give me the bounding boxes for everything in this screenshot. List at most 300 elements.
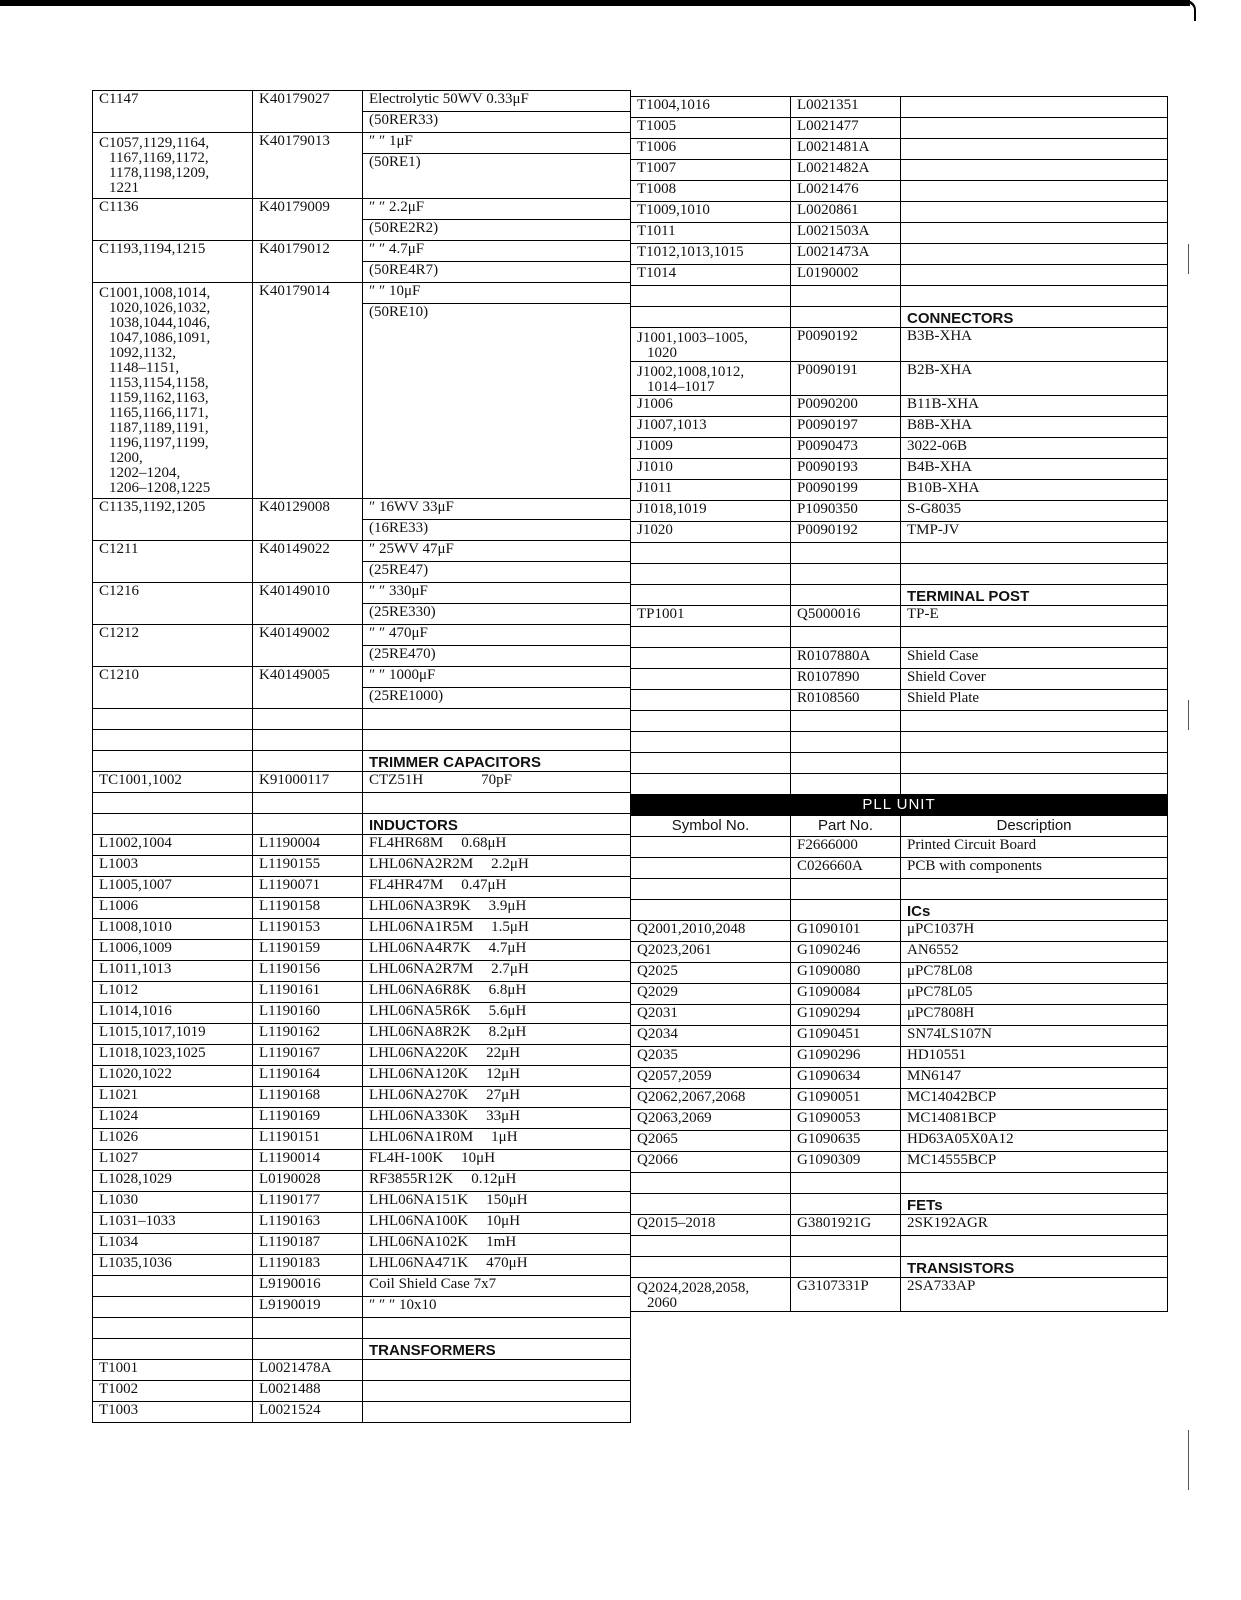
value-text: 6.8μH	[488, 982, 527, 998]
part-cell	[791, 774, 901, 795]
section-fets	[631, 1194, 1168, 1215]
desc-cell: B8B-XHA	[901, 417, 1168, 438]
desc-cell	[901, 543, 1168, 564]
part-cell	[791, 543, 901, 564]
part-cell: G1090053	[791, 1110, 901, 1131]
margin-mark	[1188, 244, 1189, 274]
part-cell: K40179014	[253, 283, 363, 499]
code-cell: (50RE1)	[363, 154, 631, 199]
part-cell	[253, 814, 363, 835]
desc-cell: ″ ″ ″ 10x10	[363, 1297, 631, 1318]
symbol-cell	[93, 709, 253, 730]
part-cell: L1190183	[253, 1255, 363, 1276]
section-transistors	[631, 1257, 1168, 1278]
symbol-cell: TP1001	[631, 606, 791, 627]
desc-cell	[901, 160, 1168, 181]
blank-row	[631, 286, 1168, 307]
desc-cell: MC14555BCP	[901, 1152, 1168, 1173]
symbol-cell	[93, 751, 253, 772]
part-cell	[791, 879, 901, 900]
part-cell: L1190156	[253, 961, 363, 982]
desc-cell: ″ ″ 1μF	[363, 133, 631, 154]
symbol-cell: J1020	[631, 522, 791, 543]
symbol-cell	[93, 1339, 253, 1360]
blank-row	[631, 627, 1168, 648]
part-cell: L1190014	[253, 1150, 363, 1171]
part-cell	[791, 286, 901, 307]
desc-cell	[901, 223, 1168, 244]
desc-cell	[901, 139, 1168, 160]
symbol-cell: J1018,1019	[631, 501, 791, 522]
desc-cell: 2SA733AP	[901, 1278, 1168, 1312]
ic-row	[631, 984, 1168, 1005]
part-cell: G1090309	[791, 1152, 901, 1173]
symbol-cell: J1011	[631, 480, 791, 501]
desc-cell: LHL06NA1R5M 1.5μH	[363, 919, 631, 940]
part-cell: L1190167	[253, 1045, 363, 1066]
desc-cell: TP-E	[901, 606, 1168, 627]
part-cell: P0090199	[791, 480, 901, 501]
part-cell: R0107890	[791, 669, 901, 690]
part-cell: K40179027	[253, 91, 363, 133]
blank-row	[93, 793, 631, 814]
desc-cell	[901, 627, 1168, 648]
symbol-cell: L1031–1033	[93, 1213, 253, 1234]
section-title: TERMINAL POST	[901, 585, 1168, 606]
symbol-cell	[631, 1173, 791, 1194]
symbol-cell: C1057,1129,1164, 1167,1169,1172, 1178,1198,1209, 1221	[93, 133, 253, 199]
shield-row	[631, 648, 1168, 669]
value-text: 27μH	[486, 1087, 521, 1103]
inductor-row	[93, 1108, 631, 1129]
connector-row	[631, 501, 1168, 522]
part-cell: K40179009	[253, 199, 363, 241]
symbol-cell	[631, 690, 791, 711]
symbol-cell: Q2066	[631, 1152, 791, 1173]
connector-row	[631, 396, 1168, 417]
desc-cell	[901, 774, 1168, 795]
desc-cell: B4B-XHA	[901, 459, 1168, 480]
symbol-cell: T1011	[631, 223, 791, 244]
value-text: 1.5μH	[491, 919, 529, 935]
desc-cell: LHL06NA2R7M 2.7μH	[363, 961, 631, 982]
capacitor-row	[93, 667, 631, 688]
symbol-cell: L1011,1013	[93, 961, 253, 982]
part-cell: L0021488	[253, 1381, 363, 1402]
blank-row	[93, 1318, 631, 1339]
part-cell: L0021351	[791, 97, 901, 118]
symbol-cell: T1009,1010	[631, 202, 791, 223]
symbol-cell: J1006	[631, 396, 791, 417]
symbol-cell: L1014,1016	[93, 1003, 253, 1024]
desc-cell: S-G8035	[901, 501, 1168, 522]
symbol-cell: L1008,1010	[93, 919, 253, 940]
desc-cell: ″ ″ 10μF	[363, 283, 631, 304]
symbol-cell: L1003	[93, 856, 253, 877]
desc-cell: Printed Circuit Board	[901, 837, 1168, 858]
part-cell: K40149005	[253, 667, 363, 709]
part-cell: K40129008	[253, 499, 363, 541]
desc-cell	[901, 879, 1168, 900]
part-cell: G1090101	[791, 921, 901, 942]
capacitor-row	[93, 583, 631, 604]
symbol-cell: L1005,1007	[93, 877, 253, 898]
desc-cell: LHL06NA330K 33μH	[363, 1108, 631, 1129]
inductor-row	[93, 1276, 631, 1297]
part-cell: L1190153	[253, 919, 363, 940]
part-cell	[791, 307, 901, 328]
symbol-cell	[93, 1318, 253, 1339]
terminal-row	[631, 606, 1168, 627]
desc-cell: ″ ″ 470μF	[363, 625, 631, 646]
symbol-cell: C1211	[93, 541, 253, 583]
part-cell: L1190151	[253, 1129, 363, 1150]
desc-cell	[901, 97, 1168, 118]
symbol-cell: Q2062,2067,2068	[631, 1089, 791, 1110]
desc-cell: LHL06NA2R2M 2.2μH	[363, 856, 631, 877]
transformer-row	[631, 181, 1168, 202]
section-title: INDUCTORS	[363, 814, 631, 835]
desc-cell: Electrolytic 50WV 0.33μF	[363, 91, 631, 112]
capacitor-row	[93, 199, 631, 220]
part-cell: L9190019	[253, 1297, 363, 1318]
code-cell: (16RE33)	[363, 520, 631, 541]
symbol-cell	[631, 627, 791, 648]
desc-cell	[901, 711, 1168, 732]
symbol-cell	[631, 564, 791, 585]
capacitor-row	[93, 499, 631, 520]
desc-cell: LHL06NA100K 10μH	[363, 1213, 631, 1234]
symbol-cell: T1005	[631, 118, 791, 139]
part-cell: K40149022	[253, 541, 363, 583]
blank-row	[631, 1236, 1168, 1257]
blank-row	[631, 732, 1168, 753]
capacitor-row	[93, 625, 631, 646]
part-cell: K40179012	[253, 241, 363, 283]
connector-row	[631, 362, 1168, 396]
pll-unit-title: PLL UNIT	[631, 795, 1168, 816]
part-cell	[791, 1173, 901, 1194]
part-cell	[791, 1194, 901, 1215]
ic-row	[631, 1131, 1168, 1152]
symbol-cell: C1147	[93, 91, 253, 133]
code-cell: (25RE47)	[363, 562, 631, 583]
symbol-cell: L1030	[93, 1192, 253, 1213]
desc-cell	[901, 265, 1168, 286]
part-cell: L1190160	[253, 1003, 363, 1024]
trimmer-row	[93, 772, 631, 793]
symbol-cell: T1007	[631, 160, 791, 181]
value-text: 10μH	[461, 1150, 496, 1166]
blank-row	[631, 1173, 1168, 1194]
symbol-cell: Q2015–2018	[631, 1215, 791, 1236]
desc-cell: LHL06NA5R6K 5.6μH	[363, 1003, 631, 1024]
desc-cell: FL4HR68M 0.68μH	[363, 835, 631, 856]
part-cell	[791, 753, 901, 774]
inductor-row	[93, 1129, 631, 1150]
header-part: Part No.	[791, 816, 901, 837]
desc-cell	[363, 1402, 631, 1423]
inductor-row	[93, 1234, 631, 1255]
symbol-cell	[631, 837, 791, 858]
blank-row	[93, 730, 631, 751]
symbol-cell	[631, 1236, 791, 1257]
symbol-cell: Q2001,2010,2048	[631, 921, 791, 942]
part-cell: P0090192	[791, 328, 901, 362]
ic-row	[631, 942, 1168, 963]
desc-cell	[901, 244, 1168, 265]
part-cell	[253, 730, 363, 751]
part-cell: G1090084	[791, 984, 901, 1005]
desc-cell	[901, 753, 1168, 774]
ic-row	[631, 963, 1168, 984]
part-cell: K91000117	[253, 772, 363, 793]
desc-cell: MN6147	[901, 1068, 1168, 1089]
inductor-row	[93, 1297, 631, 1318]
symbol-cell	[631, 879, 791, 900]
margin-mark	[1188, 700, 1189, 730]
symbol-cell	[631, 286, 791, 307]
symbol-cell: Q2065	[631, 1131, 791, 1152]
section-title: TRIMMER CAPACITORS	[363, 751, 631, 772]
desc-cell: HD63A05X0A12	[901, 1131, 1168, 1152]
symbol-cell: L1035,1036	[93, 1255, 253, 1276]
transformer-row	[93, 1402, 631, 1423]
value-text: 1mH	[486, 1234, 517, 1250]
desc-cell	[363, 1318, 631, 1339]
value-text: 2.2μH	[491, 856, 529, 872]
desc-cell	[363, 1381, 631, 1402]
ic-row	[631, 1068, 1168, 1089]
inductor-row	[93, 940, 631, 961]
desc-cell: LHL06NA120K 12μH	[363, 1066, 631, 1087]
desc-cell: B10B-XHA	[901, 480, 1168, 501]
part-cell	[791, 900, 901, 921]
value-text: 0.47μH	[461, 877, 507, 893]
ic-row	[631, 1026, 1168, 1047]
desc-cell: MC14042BCP	[901, 1089, 1168, 1110]
desc-cell: ″ ″ 1000μF	[363, 667, 631, 688]
transformer-row	[631, 139, 1168, 160]
desc-cell: AN6552	[901, 942, 1168, 963]
part-cell: L1190169	[253, 1108, 363, 1129]
section-trimmer-capacitors	[93, 751, 631, 772]
symbol-cell	[93, 814, 253, 835]
part-cell: G1090634	[791, 1068, 901, 1089]
symbol-cell: L1028,1029	[93, 1171, 253, 1192]
part-cell: K40179013	[253, 133, 363, 199]
symbol-cell: L1034	[93, 1234, 253, 1255]
symbol-cell: T1004,1016	[631, 97, 791, 118]
symbol-cell	[631, 900, 791, 921]
desc-cell	[901, 732, 1168, 753]
section-title: CONNECTORS	[901, 307, 1168, 328]
pll-row	[631, 858, 1168, 879]
ic-row	[631, 1005, 1168, 1026]
symbol-cell: C1136	[93, 199, 253, 241]
desc-cell: ″ ″ 2.2μF	[363, 199, 631, 220]
desc-cell	[363, 730, 631, 751]
part-cell: G1090246	[791, 942, 901, 963]
symbol-cell: J1001,1003–1005, 1020	[631, 328, 791, 362]
symbol-cell: J1010	[631, 459, 791, 480]
code-cell: (25RE470)	[363, 646, 631, 667]
part-cell: L1190158	[253, 898, 363, 919]
inductor-row	[93, 961, 631, 982]
blank-row	[631, 564, 1168, 585]
symbol-cell	[631, 669, 791, 690]
header-description: Description	[901, 816, 1168, 837]
section-title: TRANSFORMERS	[363, 1339, 631, 1360]
capacitor-row	[93, 133, 631, 154]
symbol-cell: L1018,1023,1025	[93, 1045, 253, 1066]
blank-row	[631, 753, 1168, 774]
blank-row	[93, 709, 631, 730]
part-cell: R0108560	[791, 690, 901, 711]
desc-cell: SN74LS107N	[901, 1026, 1168, 1047]
top-border-bar	[0, 0, 1190, 6]
desc-cell: LHL06NA1R0M 1μH	[363, 1129, 631, 1150]
ic-row	[631, 1152, 1168, 1173]
code-cell: (50RER33)	[363, 112, 631, 133]
symbol-cell	[631, 307, 791, 328]
desc-cell: 2SK192AGR	[901, 1215, 1168, 1236]
desc-cell: μPC1037H	[901, 921, 1168, 942]
desc-cell: RF3855R12K 0.12μH	[363, 1171, 631, 1192]
part-cell: L9190016	[253, 1276, 363, 1297]
part-cell: L1190155	[253, 856, 363, 877]
part-cell: L0021478A	[253, 1360, 363, 1381]
symbol-cell: L1024	[93, 1108, 253, 1129]
value-text: 0.68μH	[461, 835, 507, 851]
code-cell: (50RE2R2)	[363, 220, 631, 241]
desc-cell	[901, 181, 1168, 202]
desc-cell	[901, 118, 1168, 139]
part-cell: L0021476	[791, 181, 901, 202]
desc-cell	[363, 1360, 631, 1381]
shield-row	[631, 690, 1168, 711]
inductor-row	[93, 919, 631, 940]
symbol-cell: C1001,1008,1014, 1020,1026,1032, 1038,1044,1046, 1047,1086,1091, 1092,1132, 1148–1151, 1153,1154,1158, 1159,1162,1163, 1165,1166,1171, 1187,1189,1191, 1196,1197,1199, 1200, 1202–1204, 1206–1208,1225	[93, 283, 253, 499]
symbol-cell	[631, 774, 791, 795]
part-cell: F2666000	[791, 837, 901, 858]
section-ics	[631, 900, 1168, 921]
part-cell: R0107880A	[791, 648, 901, 669]
desc-cell: LHL06NA6R8K 6.8μH	[363, 982, 631, 1003]
part-cell: G1090296	[791, 1047, 901, 1068]
margin-mark	[1188, 1430, 1189, 1490]
symbol-cell: L1027	[93, 1150, 253, 1171]
part-cell: P0090197	[791, 417, 901, 438]
section-title: FETs	[901, 1194, 1168, 1215]
part-cell: C026660A	[791, 858, 901, 879]
part-cell: L0021524	[253, 1402, 363, 1423]
value-text: 470μH	[486, 1255, 528, 1271]
symbol-cell	[631, 711, 791, 732]
blank-row	[631, 774, 1168, 795]
transformer-row	[93, 1360, 631, 1381]
part-cell	[791, 585, 901, 606]
inductor-row	[93, 1087, 631, 1108]
value-text: 3.9μH	[488, 898, 527, 914]
part-cell: L0021473A	[791, 244, 901, 265]
ic-row	[631, 1110, 1168, 1131]
part-cell	[791, 627, 901, 648]
ic-row	[631, 921, 1168, 942]
symbol-cell: T1006	[631, 139, 791, 160]
desc-cell: LHL06NA151K 150μH	[363, 1192, 631, 1213]
symbol-cell: Q2023,2061	[631, 942, 791, 963]
part-cell: L0190028	[253, 1171, 363, 1192]
inductor-row	[93, 1045, 631, 1066]
symbol-cell: J1002,1008,1012, 1014–1017	[631, 362, 791, 396]
symbol-cell	[631, 648, 791, 669]
part-cell: L0020861	[791, 202, 901, 223]
value-text: 150μH	[486, 1192, 528, 1208]
connector-row	[631, 522, 1168, 543]
part-cell: G3107331P	[791, 1278, 901, 1312]
inductor-row	[93, 835, 631, 856]
part-cell: K40149002	[253, 625, 363, 667]
desc-cell: Shield Case	[901, 648, 1168, 669]
value-text: 1μH	[491, 1129, 518, 1145]
symbol-cell: T1014	[631, 265, 791, 286]
symbol-cell: TC1001,1002	[93, 772, 253, 793]
part-cell: L1190162	[253, 1024, 363, 1045]
value-text: 22μH	[486, 1045, 521, 1061]
capacitor-row	[93, 283, 631, 304]
blank-row	[631, 543, 1168, 564]
connector-row	[631, 417, 1168, 438]
pll-unit-title-row	[631, 795, 1168, 816]
symbol-cell: L1006,1009	[93, 940, 253, 961]
section-title: ICs	[901, 900, 1168, 921]
connector-row	[631, 480, 1168, 501]
value-text: 70pF	[481, 772, 513, 788]
part-cell: G1090294	[791, 1005, 901, 1026]
part-cell	[791, 1257, 901, 1278]
part-cell: L1190071	[253, 877, 363, 898]
inductor-row	[93, 1171, 631, 1192]
part-cell: G1090451	[791, 1026, 901, 1047]
desc-cell: B2B-XHA	[901, 362, 1168, 396]
value-text: 33μH	[486, 1108, 521, 1124]
section-connectors	[631, 307, 1168, 328]
desc-cell	[363, 793, 631, 814]
symbol-cell: Q2063,2069	[631, 1110, 791, 1131]
part-cell: G1090051	[791, 1089, 901, 1110]
desc-cell: LHL06NA220K 22μH	[363, 1045, 631, 1066]
desc-cell: ″ 25WV 47μF	[363, 541, 631, 562]
part-cell	[253, 751, 363, 772]
transformer-row	[631, 97, 1168, 118]
symbol-cell: C1216	[93, 583, 253, 625]
desc-cell	[901, 564, 1168, 585]
inductor-row	[93, 1255, 631, 1276]
part-cell: L0021477	[791, 118, 901, 139]
part-cell: L1190177	[253, 1192, 363, 1213]
symbol-cell: L1021	[93, 1087, 253, 1108]
symbol-cell	[93, 793, 253, 814]
inductor-row	[93, 877, 631, 898]
transformer-row	[631, 244, 1168, 265]
symbol-cell	[631, 858, 791, 879]
transformer-row	[93, 1381, 631, 1402]
symbol-cell: Q2057,2059	[631, 1068, 791, 1089]
desc-cell: Shield Plate	[901, 690, 1168, 711]
inductor-row	[93, 856, 631, 877]
symbol-cell	[631, 1257, 791, 1278]
